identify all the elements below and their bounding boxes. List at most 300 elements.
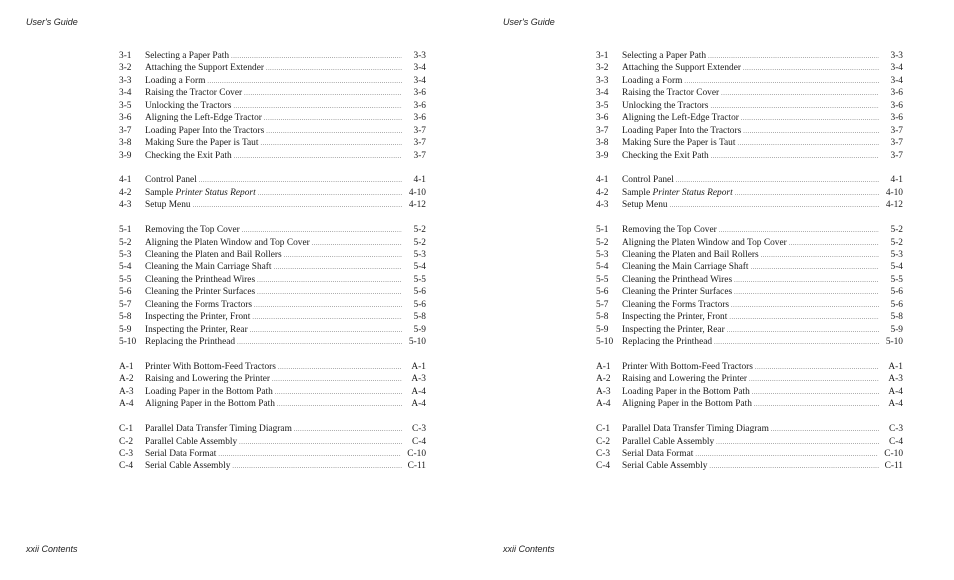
toc-entry bbox=[596, 324, 903, 336]
page-number: C-4 bbox=[411, 436, 426, 447]
figure-title-text: Cleaning the Printhead Wires bbox=[622, 274, 733, 285]
figure-title-text: Parallel Cable Assembly bbox=[622, 436, 715, 447]
figure-number: C-1 bbox=[119, 424, 134, 435]
figure-group bbox=[119, 361, 426, 411]
figure-group bbox=[596, 361, 903, 411]
toc-entry bbox=[596, 125, 903, 137]
dot-leader bbox=[260, 138, 402, 150]
figure-title bbox=[145, 299, 252, 311]
figure-title-text: Serial Data Format bbox=[622, 449, 694, 459]
figure-group bbox=[119, 224, 426, 348]
figure-title bbox=[145, 150, 232, 162]
figure-title-text: Replacing the Printhead bbox=[145, 337, 236, 348]
toc-entry bbox=[119, 137, 426, 149]
toc-entry bbox=[119, 87, 426, 99]
page-number: 5-4 bbox=[413, 262, 426, 273]
figure-number: 5-4 bbox=[119, 262, 132, 273]
figure-title bbox=[145, 311, 250, 323]
figure-title bbox=[145, 274, 255, 286]
dot-leader bbox=[731, 300, 879, 312]
page-number: 3-6 bbox=[890, 88, 903, 99]
figure-title-text: Aligning Paper in the Bottom Path bbox=[145, 399, 275, 410]
toc-entry bbox=[596, 274, 903, 286]
page-number: 3-7 bbox=[413, 138, 426, 149]
figure-title-text: Loading Paper Into the Tractors bbox=[145, 125, 265, 136]
figure-title bbox=[622, 50, 706, 62]
figure-title-text: Unlocking the Tractors bbox=[145, 100, 232, 111]
page-number: C-10 bbox=[884, 449, 903, 459]
figure-title-text: Raising the Tractor Cover bbox=[622, 88, 720, 99]
dot-leader bbox=[239, 437, 402, 449]
figure-number: 4-1 bbox=[596, 175, 609, 186]
figure-number: 3-8 bbox=[596, 138, 609, 149]
figure-title-text: Cleaning the Forms Tractors bbox=[622, 299, 730, 310]
dot-leader bbox=[711, 151, 879, 163]
page-number: 5-5 bbox=[413, 274, 426, 285]
toc-entry bbox=[596, 50, 903, 62]
dot-leader bbox=[741, 113, 879, 125]
page-number: 3-7 bbox=[413, 125, 426, 136]
dot-leader bbox=[252, 312, 402, 324]
figure-title-text: Replacing the Printhead bbox=[622, 337, 713, 348]
figure-number: A-1 bbox=[596, 361, 611, 372]
dot-leader bbox=[737, 138, 879, 150]
figure-title bbox=[622, 373, 747, 385]
toc-entry bbox=[119, 261, 426, 273]
figure-title-text: Inspecting the Printer, Rear bbox=[622, 324, 725, 335]
figure-number: A-2 bbox=[119, 374, 134, 385]
toc-entry bbox=[119, 224, 426, 236]
dot-leader bbox=[789, 238, 879, 250]
toc-entry bbox=[596, 100, 903, 112]
toc-entry bbox=[596, 436, 903, 448]
figure-title bbox=[622, 75, 682, 87]
page-number: 5-3 bbox=[890, 250, 903, 260]
figure-title bbox=[622, 249, 759, 261]
page-number: 5-6 bbox=[890, 287, 903, 298]
figure-title-text: Raising the Tractor Cover bbox=[145, 88, 243, 99]
figure-title-text: Printer With Bottom-Feed Tractors bbox=[622, 361, 753, 372]
page-number: 5-4 bbox=[890, 262, 903, 273]
figure-number: 5-2 bbox=[119, 237, 132, 248]
figure-title bbox=[622, 87, 719, 99]
figure-title-text: Loading Paper Into the Tractors bbox=[622, 125, 742, 136]
figure-number: 5-7 bbox=[596, 299, 609, 310]
toc-entry bbox=[119, 311, 426, 323]
figure-group bbox=[596, 50, 903, 162]
toc-entry bbox=[596, 286, 903, 298]
page-number: 4-1 bbox=[413, 175, 426, 186]
figure-title bbox=[622, 311, 727, 323]
figure-title-text: Raising and Lowering the Printer bbox=[145, 374, 270, 385]
figure-number: 3-3 bbox=[596, 75, 609, 86]
figure-number: 5-6 bbox=[596, 287, 609, 298]
page-number: 3-3 bbox=[890, 51, 903, 61]
toc-entry bbox=[119, 100, 426, 112]
toc-entry bbox=[119, 398, 426, 410]
figure-title bbox=[622, 324, 725, 336]
dot-leader bbox=[266, 63, 402, 75]
figure-number: 3-5 bbox=[596, 100, 609, 111]
page-number: 4-10 bbox=[885, 187, 903, 198]
figure-group bbox=[119, 423, 426, 473]
figure-title-text: Cleaning the Platen and Bail Rollers bbox=[145, 250, 282, 260]
dot-leader bbox=[274, 262, 402, 274]
dot-leader bbox=[275, 387, 402, 399]
figure-title-text: Sample bbox=[622, 187, 653, 198]
toc-entry bbox=[119, 237, 426, 249]
list-of-figures bbox=[596, 50, 903, 485]
figure-title-text: Serial Data Format bbox=[145, 449, 217, 459]
figure-title-text: Loading Paper in the Bottom Path bbox=[622, 386, 750, 397]
dot-leader bbox=[244, 88, 402, 100]
figure-title-text: Removing the Top Cover bbox=[145, 225, 240, 236]
figure-title bbox=[622, 398, 752, 410]
figure-number: C-2 bbox=[119, 436, 134, 447]
figure-title bbox=[145, 174, 197, 186]
dot-leader bbox=[734, 287, 879, 299]
page-number: A-3 bbox=[888, 374, 903, 385]
page-number: 5-6 bbox=[890, 299, 903, 310]
dot-leader bbox=[752, 387, 879, 399]
figure-group bbox=[596, 423, 903, 473]
figure-number: 5-5 bbox=[596, 274, 609, 285]
page-number: 5-8 bbox=[413, 312, 426, 323]
figure-number: A-1 bbox=[119, 361, 134, 372]
figure-number: 3-4 bbox=[596, 88, 609, 99]
figure-title bbox=[145, 373, 270, 385]
page-number: 5-10 bbox=[885, 337, 903, 348]
toc-entry bbox=[596, 87, 903, 99]
list-of-figures bbox=[119, 50, 426, 485]
figure-number: 4-2 bbox=[596, 187, 609, 198]
toc-entry bbox=[596, 137, 903, 149]
dot-leader bbox=[272, 374, 402, 386]
figure-number: 4-3 bbox=[119, 200, 132, 211]
figure-title bbox=[145, 336, 235, 348]
toc-entry bbox=[596, 75, 903, 87]
figure-title bbox=[145, 361, 276, 373]
figure-title bbox=[622, 460, 707, 472]
page-number: 5-2 bbox=[890, 225, 903, 236]
figure-title-text: Unlocking the Tractors bbox=[622, 100, 709, 111]
toc-entry bbox=[596, 386, 903, 398]
figure-title bbox=[145, 237, 310, 249]
figure-title-text: Selecting a Paper Path bbox=[622, 51, 707, 61]
page-number: 5-9 bbox=[890, 324, 903, 335]
figure-title-text: Cleaning the Printer Surfaces bbox=[622, 287, 733, 298]
figure-number: 3-3 bbox=[119, 75, 132, 86]
page-number: 4-10 bbox=[408, 187, 426, 198]
figure-number: C-4 bbox=[119, 461, 134, 472]
page-number: 5-6 bbox=[413, 287, 426, 298]
toc-entry bbox=[119, 423, 426, 435]
toc-entry bbox=[596, 249, 903, 261]
figure-title bbox=[622, 100, 708, 112]
figure-number: 3-6 bbox=[119, 113, 132, 124]
figure-number: 5-7 bbox=[119, 299, 132, 310]
toc-entry bbox=[596, 261, 903, 273]
toc-entry bbox=[596, 112, 903, 124]
toc-entry bbox=[596, 199, 903, 211]
page-number: 4-1 bbox=[890, 175, 903, 186]
page-number: A-3 bbox=[411, 374, 426, 385]
page-number: 5-3 bbox=[413, 250, 426, 260]
figure-title bbox=[622, 436, 714, 448]
dot-leader bbox=[218, 449, 401, 461]
figure-number: 3-9 bbox=[119, 150, 132, 161]
toc-entry bbox=[119, 187, 426, 199]
figure-title bbox=[622, 237, 787, 249]
figure-number: 5-8 bbox=[596, 312, 609, 323]
figure-number: 3-6 bbox=[596, 113, 609, 124]
figure-title bbox=[145, 50, 229, 62]
dot-leader bbox=[716, 437, 879, 449]
figure-number: 5-3 bbox=[119, 250, 132, 260]
page-number: 3-7 bbox=[890, 138, 903, 149]
dot-leader bbox=[729, 312, 879, 324]
dot-leader bbox=[709, 461, 878, 473]
page-number: 3-4 bbox=[890, 75, 903, 86]
figure-title bbox=[622, 112, 739, 124]
page-footer: xxii Contents bbox=[26, 544, 78, 554]
page-number: 5-2 bbox=[413, 225, 426, 236]
figure-number: 5-5 bbox=[119, 274, 132, 285]
dot-leader bbox=[254, 300, 402, 312]
page-number: 3-7 bbox=[413, 150, 426, 161]
toc-entry bbox=[596, 361, 903, 373]
figure-group bbox=[119, 174, 426, 211]
toc-entry bbox=[119, 324, 426, 336]
figure-number: 3-7 bbox=[596, 125, 609, 136]
dot-leader bbox=[714, 337, 879, 349]
figure-number: 4-2 bbox=[119, 187, 132, 198]
figure-title-text: Selecting a Paper Path bbox=[145, 51, 230, 61]
figure-title bbox=[145, 187, 256, 199]
page-number: 5-8 bbox=[890, 312, 903, 323]
toc-entry bbox=[596, 174, 903, 186]
toc-entry bbox=[119, 361, 426, 373]
page-number: C-4 bbox=[888, 436, 903, 447]
page-number: C-10 bbox=[407, 449, 426, 459]
figure-number: C-2 bbox=[596, 436, 611, 447]
figure-title-text: Cleaning the Platen and Bail Rollers bbox=[622, 250, 759, 260]
toc-entry bbox=[596, 398, 903, 410]
toc-entry bbox=[596, 237, 903, 249]
dot-leader bbox=[734, 275, 879, 287]
page-number: 5-2 bbox=[890, 237, 903, 248]
toc-entry bbox=[596, 448, 903, 460]
figure-number: 3-2 bbox=[596, 63, 609, 74]
toc-entry bbox=[119, 286, 426, 298]
figure-title-text: Removing the Top Cover bbox=[622, 225, 717, 236]
dot-leader bbox=[234, 151, 402, 163]
figure-title-text: Parallel Cable Assembly bbox=[145, 436, 238, 447]
page-number: C-3 bbox=[411, 424, 426, 435]
figure-number: 3-1 bbox=[596, 51, 609, 61]
page-number: A-4 bbox=[888, 399, 903, 410]
figure-title-text: Inspecting the Printer, Rear bbox=[145, 324, 248, 335]
dot-leader bbox=[250, 325, 402, 337]
page-number: 3-4 bbox=[413, 75, 426, 86]
figure-title-text: Checking the Exit Path bbox=[145, 150, 232, 161]
figure-number: 3-7 bbox=[119, 125, 132, 136]
figure-title-text: Sample bbox=[145, 187, 176, 198]
dot-leader bbox=[284, 250, 402, 262]
page-number: 3-6 bbox=[413, 113, 426, 124]
figure-number: A-2 bbox=[596, 374, 611, 385]
figure-group bbox=[596, 174, 903, 211]
dot-leader bbox=[258, 188, 402, 200]
dot-leader bbox=[771, 424, 879, 436]
figure-title-text: Loading Paper in the Bottom Path bbox=[145, 386, 273, 397]
figure-number: C-4 bbox=[596, 461, 611, 472]
figure-title bbox=[622, 336, 712, 348]
dot-leader bbox=[670, 200, 879, 212]
dot-leader bbox=[257, 275, 402, 287]
page-number: A-4 bbox=[411, 386, 426, 397]
toc-entry bbox=[119, 336, 426, 348]
figure-number: 3-1 bbox=[119, 51, 132, 61]
figure-title-text: Serial Cable Assembly bbox=[145, 461, 231, 472]
figure-number: 3-5 bbox=[119, 100, 132, 111]
figure-title-text: Setup Menu bbox=[622, 200, 668, 211]
figure-number: A-4 bbox=[119, 399, 134, 410]
figure-title bbox=[145, 436, 237, 448]
page-number: A-1 bbox=[411, 361, 426, 372]
figure-title bbox=[145, 398, 275, 410]
figure-title-text: Loading a Form bbox=[145, 75, 206, 86]
figure-title-italic: Printer Status Report bbox=[175, 187, 256, 198]
figure-title-text: Serial Cable Assembly bbox=[622, 461, 708, 472]
figure-title bbox=[145, 386, 273, 398]
dot-leader bbox=[727, 325, 879, 337]
toc-entry bbox=[596, 373, 903, 385]
figure-title bbox=[622, 386, 750, 398]
figure-title bbox=[145, 125, 264, 137]
toc-entry bbox=[596, 224, 903, 236]
toc-entry bbox=[119, 199, 426, 211]
dot-leader bbox=[743, 63, 879, 75]
figure-title-text: Cleaning the Main Carriage Shaft bbox=[145, 262, 272, 273]
page-number: A-4 bbox=[411, 399, 426, 410]
figure-title-text: Parallel Data Transfer Timing Diagram bbox=[145, 424, 292, 435]
figure-title-text: Aligning the Left-Edge Tractor bbox=[622, 113, 739, 124]
page-number: 3-6 bbox=[890, 113, 903, 124]
page-number: 3-6 bbox=[413, 88, 426, 99]
figure-title bbox=[622, 199, 668, 211]
toc-entry bbox=[119, 460, 426, 472]
figure-title bbox=[622, 361, 753, 373]
page-number: 3-7 bbox=[890, 125, 903, 136]
figure-number: 3-4 bbox=[119, 88, 132, 99]
page-number: 3-6 bbox=[413, 100, 426, 111]
figure-title-text: Aligning the Platen Window and Top Cover bbox=[145, 237, 310, 248]
dot-leader bbox=[193, 200, 402, 212]
figure-title-text: Cleaning the Printhead Wires bbox=[145, 274, 256, 285]
figure-title bbox=[145, 460, 230, 472]
toc-entry bbox=[119, 62, 426, 74]
page-number: 3-4 bbox=[890, 63, 903, 74]
page-number: 3-7 bbox=[890, 150, 903, 161]
dot-leader bbox=[266, 126, 402, 138]
figure-title bbox=[622, 125, 741, 137]
running-header: User's Guide bbox=[26, 17, 78, 27]
page-number: 5-6 bbox=[413, 299, 426, 310]
figure-title-text: Aligning Paper in the Bottom Path bbox=[622, 399, 752, 410]
figure-title bbox=[145, 87, 242, 99]
figure-number: C-1 bbox=[596, 424, 611, 435]
figure-title bbox=[145, 137, 258, 149]
toc-entry bbox=[596, 299, 903, 311]
page-number: 4-12 bbox=[885, 200, 903, 211]
dot-leader bbox=[278, 362, 402, 374]
page-number: 3-6 bbox=[890, 100, 903, 111]
figure-title bbox=[145, 100, 231, 112]
figure-number: 5-9 bbox=[596, 324, 609, 335]
figure-title-text: Aligning the Platen Window and Top Cover bbox=[622, 237, 787, 248]
dot-leader bbox=[237, 337, 402, 349]
figure-number: A-3 bbox=[119, 386, 134, 397]
figure-title bbox=[145, 324, 248, 336]
figure-title-text: Aligning the Left-Edge Tractor bbox=[145, 113, 262, 124]
figure-title bbox=[622, 299, 729, 311]
toc-entry bbox=[119, 112, 426, 124]
toc-entry bbox=[596, 187, 903, 199]
figure-number: 5-2 bbox=[596, 237, 609, 248]
page-number: C-11 bbox=[407, 461, 426, 472]
dot-leader bbox=[257, 287, 402, 299]
figure-title-text: Control Panel bbox=[145, 175, 197, 186]
figure-title-text: Raising and Lowering the Printer bbox=[622, 374, 747, 385]
figure-number: 3-8 bbox=[119, 138, 132, 149]
figure-title bbox=[145, 199, 191, 211]
dot-leader bbox=[751, 262, 879, 274]
dot-leader bbox=[735, 188, 879, 200]
figure-title-italic: Printer Status Report bbox=[652, 187, 733, 198]
dot-leader bbox=[277, 399, 402, 411]
figure-title-text: Cleaning the Main Carriage Shaft bbox=[622, 262, 749, 273]
figure-title-text: Checking the Exit Path bbox=[622, 150, 709, 161]
figure-number: 5-4 bbox=[596, 262, 609, 273]
running-header: User's Guide bbox=[503, 17, 555, 27]
page-number: A-1 bbox=[888, 361, 903, 372]
toc-entry bbox=[119, 75, 426, 87]
figure-number: 5-3 bbox=[596, 250, 609, 260]
figure-group bbox=[596, 224, 903, 348]
figure-title bbox=[145, 112, 262, 124]
toc-entry bbox=[119, 436, 426, 448]
figure-number: 5-8 bbox=[119, 312, 132, 323]
figure-number: 4-1 bbox=[119, 175, 132, 186]
figure-title bbox=[622, 286, 732, 298]
page-number: 5-10 bbox=[408, 337, 426, 348]
figure-title-text: Inspecting the Printer, Front bbox=[622, 312, 728, 323]
dot-leader bbox=[749, 374, 879, 386]
figure-title bbox=[145, 448, 216, 460]
figure-title bbox=[622, 150, 709, 162]
page-number: 5-5 bbox=[890, 274, 903, 285]
toc-entry bbox=[596, 150, 903, 162]
figure-title bbox=[622, 224, 717, 236]
figure-number: 3-2 bbox=[119, 63, 132, 74]
toc-entry bbox=[119, 174, 426, 186]
figure-title bbox=[622, 174, 674, 186]
figure-number: 5-1 bbox=[119, 225, 132, 236]
toc-entry bbox=[119, 448, 426, 460]
toc-entry bbox=[596, 423, 903, 435]
dot-leader bbox=[721, 88, 879, 100]
